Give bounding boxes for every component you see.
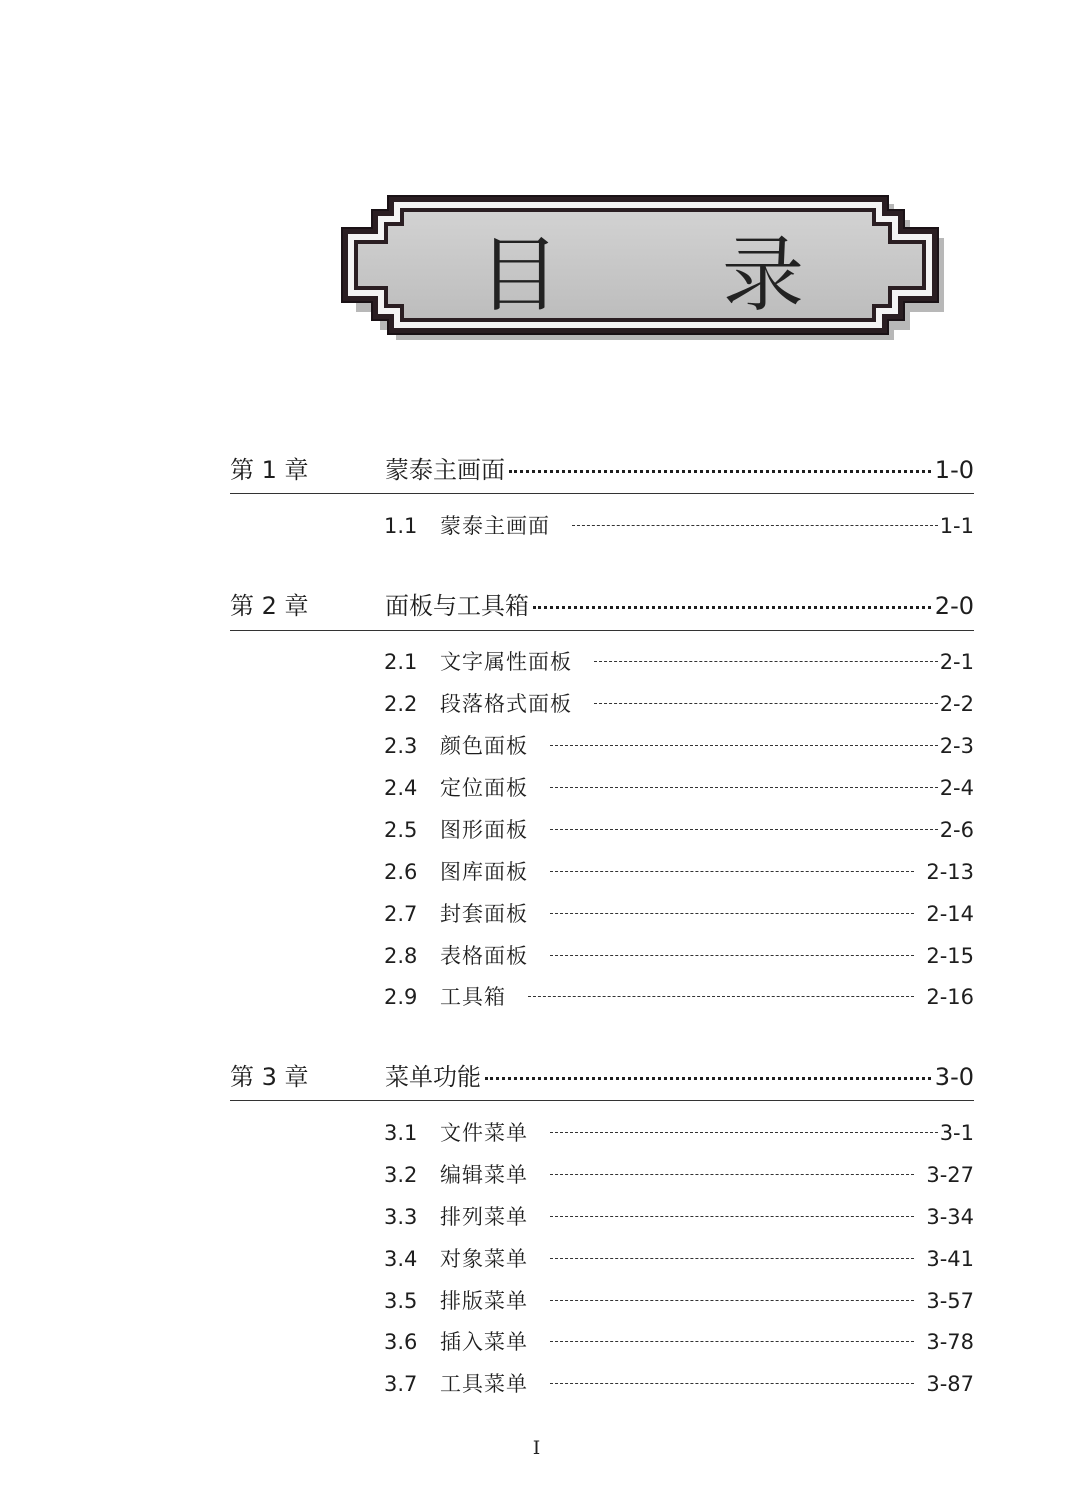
section-number: 1.1 [384, 514, 418, 538]
section-page: 3-78 [926, 1330, 974, 1354]
dash-leader [550, 787, 938, 788]
chapter-divider [230, 630, 974, 631]
section-page: 2-14 [926, 902, 974, 926]
section-page: 2-16 [926, 985, 974, 1009]
toc-entry[interactable] [384, 729, 974, 763]
chapter-divider [230, 493, 974, 494]
section-number: 2.2 [384, 692, 418, 716]
section-number: 2.4 [384, 776, 418, 800]
chapter-title-line [385, 1059, 974, 1095]
toc-entry[interactable] [384, 980, 974, 1014]
section-number: 2.1 [384, 650, 418, 674]
section-title: 表格面板 [440, 944, 528, 968]
toc-entry[interactable] [384, 1242, 974, 1276]
section-page: 2-13 [926, 860, 974, 884]
section-number: 2.7 [384, 902, 418, 926]
chapter-number: 第 3 章 [230, 1063, 309, 1091]
title-plaque [338, 190, 958, 340]
section-title: 定位面板 [440, 776, 528, 800]
toc-entry[interactable] [384, 939, 974, 973]
dash-leader [550, 1300, 914, 1301]
section-number: 3.3 [384, 1205, 418, 1229]
section-title: 工具箱 [440, 985, 506, 1009]
section-page: 3-41 [926, 1247, 974, 1271]
section-title: 文字属性面板 [440, 650, 572, 674]
section-title: 蒙泰主画面 [440, 514, 550, 538]
toc-entry[interactable] [384, 1367, 974, 1401]
dash-leader [528, 996, 914, 997]
section-title: 工具菜单 [440, 1372, 528, 1396]
toc-entry[interactable] [384, 509, 974, 543]
plaque-frame-graphic [338, 190, 958, 340]
section-title: 颜色面板 [440, 734, 528, 758]
section-number: 3.5 [384, 1289, 418, 1313]
section-title: 编辑菜单 [440, 1163, 528, 1187]
chapter-title-line [385, 588, 974, 624]
dash-leader [550, 745, 938, 746]
section-number: 3.4 [384, 1247, 418, 1271]
toc-title-char-2: 录 [722, 228, 805, 323]
dot-leader [533, 606, 931, 609]
section-number: 3.2 [384, 1163, 418, 1187]
chapter-page: 1-0 [934, 456, 974, 484]
section-page: 3-27 [926, 1163, 974, 1187]
section-number: 3.6 [384, 1330, 418, 1354]
dash-leader [550, 871, 914, 872]
section-page: 3-1 [939, 1121, 974, 1145]
section-title: 封套面板 [440, 902, 528, 926]
toc-entry[interactable] [384, 897, 974, 931]
dash-leader [550, 955, 914, 956]
section-title: 插入菜单 [440, 1330, 528, 1354]
dot-leader [509, 470, 931, 473]
dash-leader [550, 1132, 938, 1133]
dash-leader [594, 703, 938, 704]
page-number: I [532, 1437, 541, 1459]
section-title: 文件菜单 [440, 1121, 528, 1145]
toc-entry[interactable] [384, 1325, 974, 1359]
section-page: 3-87 [926, 1372, 974, 1396]
dash-leader [572, 525, 938, 526]
toc-title-char-1: 目 [478, 228, 561, 323]
chapter-title: 面板与工具箱 [385, 592, 529, 620]
section-title: 排列菜单 [440, 1205, 528, 1229]
chapter-title: 菜单功能 [385, 1063, 481, 1091]
section-page: 2-4 [939, 776, 974, 800]
chapter-title-line [385, 452, 974, 488]
section-page: 2-2 [939, 692, 974, 716]
section-title: 对象菜单 [440, 1247, 528, 1271]
section-page: 2-6 [939, 818, 974, 842]
chapter-title: 蒙泰主画面 [385, 456, 505, 484]
toc-entry[interactable] [384, 687, 974, 721]
chapter-heading[interactable] [230, 588, 974, 628]
dash-leader [594, 661, 938, 662]
chapter-number: 第 2 章 [230, 592, 309, 620]
chapter-page: 3-0 [934, 1063, 974, 1091]
dash-leader [550, 1174, 914, 1175]
dash-leader [550, 1258, 914, 1259]
toc-entry[interactable] [384, 1116, 974, 1150]
section-page: 2-3 [939, 734, 974, 758]
dot-leader [485, 1077, 931, 1080]
chapter-number: 第 1 章 [230, 456, 309, 484]
section-page: 1-1 [939, 514, 974, 538]
dash-leader [550, 1341, 914, 1342]
section-page: 3-57 [926, 1289, 974, 1313]
toc-entry[interactable] [384, 813, 974, 847]
toc-entry[interactable] [384, 1158, 974, 1192]
dash-leader [550, 1216, 914, 1217]
section-page: 2-1 [939, 650, 974, 674]
toc-entry[interactable] [384, 855, 974, 889]
section-title: 排版菜单 [440, 1289, 528, 1313]
chapter-divider [230, 1100, 974, 1101]
section-number: 2.9 [384, 985, 418, 1009]
toc-entry[interactable] [384, 1200, 974, 1234]
section-number: 2.5 [384, 818, 418, 842]
section-title: 图库面板 [440, 860, 528, 884]
toc-entry[interactable] [384, 1284, 974, 1318]
section-number: 3.7 [384, 1372, 418, 1396]
section-number: 2.8 [384, 944, 418, 968]
dash-leader [550, 829, 938, 830]
toc-entry[interactable] [384, 645, 974, 679]
section-page: 2-15 [926, 944, 974, 968]
section-title: 段落格式面板 [440, 692, 572, 716]
section-title: 图形面板 [440, 818, 528, 842]
section-number: 2.6 [384, 860, 418, 884]
section-page: 3-34 [926, 1205, 974, 1229]
section-number: 2.3 [384, 734, 418, 758]
toc-entry[interactable] [384, 771, 974, 805]
chapter-heading[interactable] [230, 1059, 974, 1099]
chapter-heading[interactable] [230, 452, 974, 492]
section-number: 3.1 [384, 1121, 418, 1145]
chapter-page: 2-0 [934, 592, 974, 620]
dash-leader [550, 1383, 914, 1384]
dash-leader [550, 913, 914, 914]
